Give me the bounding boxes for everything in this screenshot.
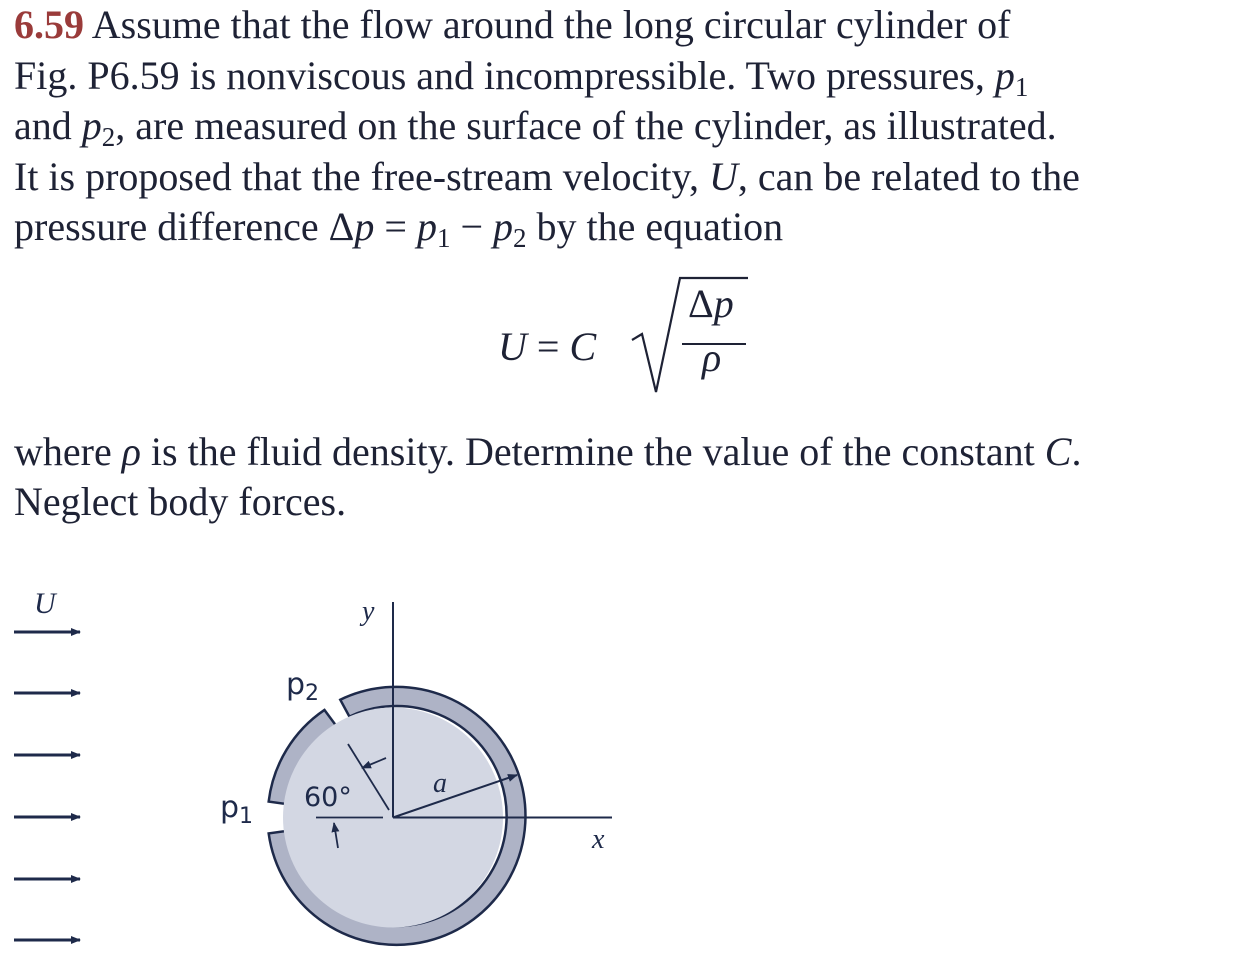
free-stream-arrows — [14, 632, 80, 940]
text-line-5a: pressure difference — [14, 204, 319, 249]
figure-p6-59 — [0, 570, 700, 956]
label-p1 — [220, 790, 253, 829]
delta-p-definition: $\Delta p = p_1 - p_2$ — [328, 204, 527, 253]
equation-denominator: ρ — [702, 335, 722, 380]
text-line-3b: , are measured on the surface of the cylinder, as illustrated. — [115, 103, 1057, 148]
problem-line-5 — [14, 202, 1230, 253]
text-line-6a: where — [14, 429, 112, 474]
text-line-4a: It is proposed that the free-stream velocity, — [14, 153, 699, 199]
equation-lhs: U = C — [498, 324, 597, 369]
symbol-C: C — [1044, 429, 1072, 474]
label-y: y — [362, 596, 375, 627]
label-x: x — [592, 824, 605, 855]
text-line-1: Assume that the flow around the long circular cylinder of — [91, 2, 1011, 47]
svg-text:p1: $p_1$ — [220, 790, 254, 829]
problem-line-4 — [14, 152, 1230, 203]
text-line-6b: is the fluid density. Determine the value of the constant — [150, 429, 1035, 474]
problem-line-1 — [14, 0, 1230, 51]
text-line-3a: and — [14, 103, 72, 148]
text-line-4b: , can be related to the — [737, 153, 1080, 199]
text-line-5b: by the equation — [536, 204, 784, 249]
label-a: a — [433, 768, 447, 799]
symbol-p2: $p_2$ — [81, 103, 116, 152]
equation — [498, 270, 758, 400]
label-U: U — [34, 587, 56, 620]
text-line-2: Fig. P6.59 is nonviscous and incompressible. Two pressures, — [14, 52, 985, 98]
symbol-U: U — [708, 153, 738, 199]
problem-line-2 — [14, 51, 1230, 102]
equation-numerator: Δp — [688, 281, 734, 326]
problem-paragraph-2 — [14, 427, 1230, 527]
problem-statement — [14, 0, 1230, 253]
symbol-rho: ρ — [121, 429, 141, 474]
problem-line-7: Neglect body forces. — [14, 479, 347, 524]
label-p2 — [286, 667, 319, 706]
symbol-p1: $p_1$ — [994, 52, 1029, 102]
problem-number: 6.59 — [14, 2, 84, 47]
svg-text:p2: $p_2$ — [286, 667, 320, 706]
problem-line-6: where ρ is the fluid density. Determine the value of the constant C. — [14, 429, 1082, 474]
problem-line-3 — [14, 101, 1230, 152]
label-angle: 60° — [304, 782, 352, 813]
